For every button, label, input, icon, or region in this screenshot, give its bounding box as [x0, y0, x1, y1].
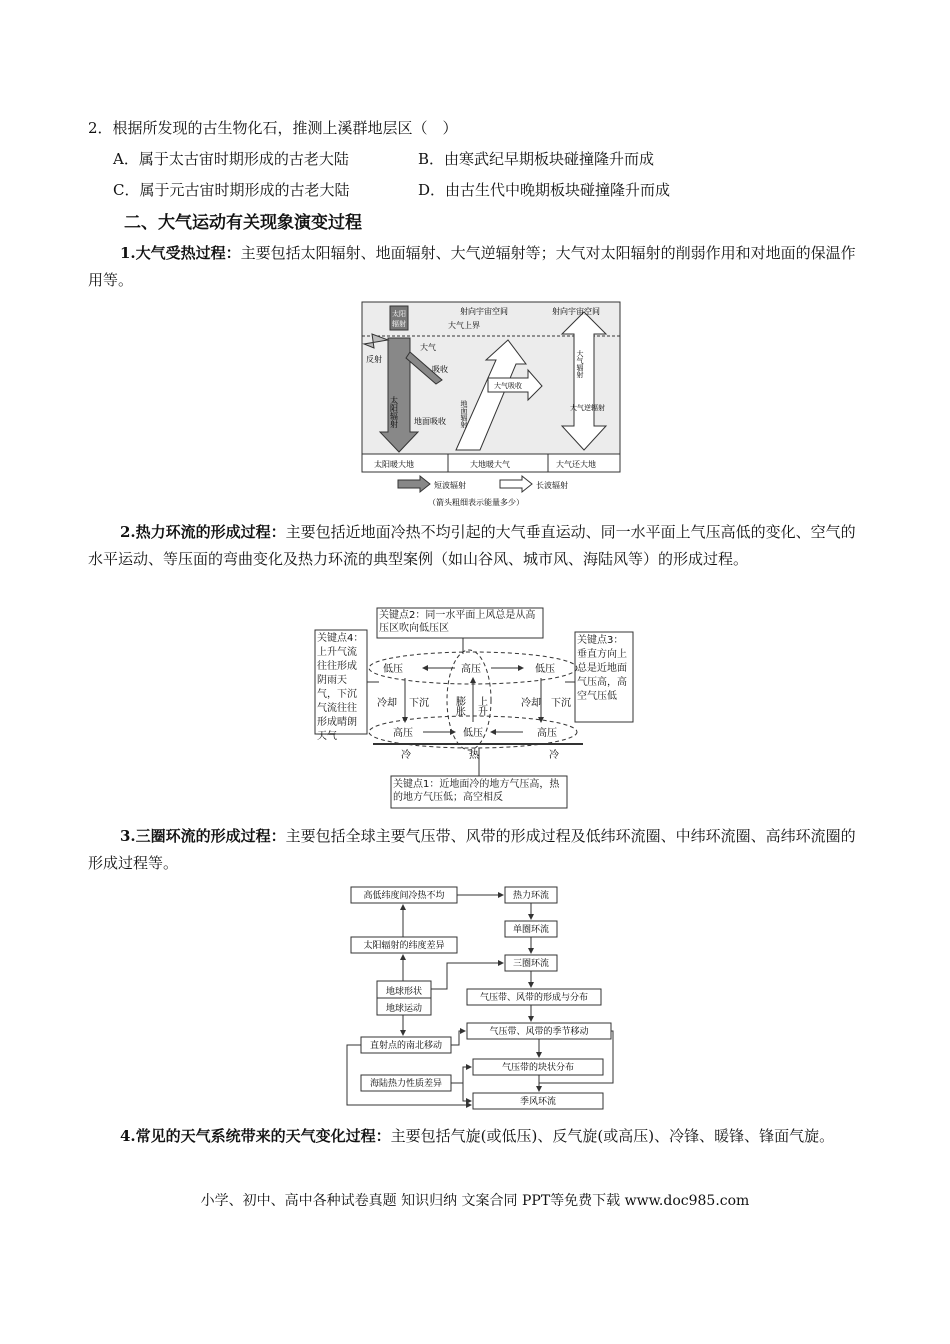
- fig1-legend-note: （箭头粗细表示能量多少）: [428, 498, 524, 507]
- fig1-counter-rad: 大气逆辐射: [570, 404, 605, 412]
- option-b: B．由寒武纪早期板块碰撞隆升而成: [418, 150, 655, 168]
- fig3-b9: 气压带、风带的季节移动: [489, 1027, 589, 1037]
- fig1-solar: 太阳辐射: [389, 396, 399, 428]
- paragraph-4: [88, 1123, 863, 1150]
- section-heading: 二、大气运动有关现象演变过程: [124, 213, 362, 233]
- fig2-low-l: 低压: [383, 664, 403, 675]
- paragraph-1-label: 1.大气受热过程：: [120, 244, 241, 262]
- fig1-top-right: 射向宇宙空间: [552, 307, 600, 316]
- option-a: A．属于太古宙时期形成的古老大陆: [113, 150, 349, 168]
- fig3-b13: 季风环流: [519, 1097, 557, 1107]
- fig2-cold-l: 冷: [401, 750, 411, 761]
- question-stem: 2．根据所发现的古生物化石，推测上溪群地层区（ ）: [88, 119, 458, 137]
- option-d: D．由古生代中晚期板块碰撞隆升而成: [418, 181, 671, 199]
- fig2-low-c: 低压: [463, 728, 483, 739]
- paragraph-3-text: 主要包括全球主要气压带、风带的形成过程及低纬环流圈、中纬环流圈、高纬环流圈的形成过程等。: [88, 827, 856, 872]
- three-cell-circulation-flowchart: [343, 883, 615, 1113]
- fig2-cool-l: 冷却: [377, 698, 397, 709]
- paragraph-1-text: 主要包括太阳辐射、地面辐射、大气逆辐射等；大气对太阳辐射的削弱作用和对地面的保温作用等。: [88, 244, 856, 289]
- fig3-b1: 高低纬度间冷热不均: [363, 891, 445, 901]
- fig1-atmos-rad: 大气辐射: [576, 350, 584, 378]
- fig1-atmos-top: 大气上界: [448, 321, 480, 330]
- option-c: C．属于元古宙时期形成的古老大陆: [113, 181, 350, 199]
- paragraph-3: [88, 823, 863, 877]
- fig2-high-l: 高压: [393, 728, 413, 739]
- fig2-key1: 关键点1：近地面冷的地方气压高，热的地方气压低；高空相反: [393, 779, 560, 803]
- page-footer: 小学、初中、高中各种试卷真题 知识归纳 文案合同 PPT等免费下载 www.doc985.com: [200, 1193, 750, 1209]
- fig3-b12: 海陆热力性质差异: [369, 1079, 443, 1089]
- fig1-legend-long: 长波辐射: [536, 481, 568, 490]
- fig1-absorb-b: 吸收: [432, 365, 448, 374]
- fig3-b6: 地球形状: [385, 987, 423, 997]
- fig1-stage1: 太阳暖大地: [374, 460, 414, 469]
- fig2-expand: 膨胀: [453, 696, 465, 716]
- fig1-sun-box2: 辐射: [392, 320, 406, 328]
- atmosphere-heating-diagram: [358, 300, 624, 512]
- fig1-legend-short: 短波辐射: [434, 481, 466, 490]
- fig2-cold-r: 冷: [549, 750, 559, 761]
- fig1-absorb-a: 大气: [420, 343, 436, 352]
- thermal-circulation-diagram: [313, 606, 637, 812]
- fig2-key3: 关键点3：垂直方向上总是近地面气压高，高空气压低: [577, 635, 627, 702]
- fig1-top-left: 射向宇宙空间: [460, 307, 508, 316]
- fig3-b2: 热力环流: [512, 891, 550, 901]
- fig1-sun-box: 太阳: [392, 310, 406, 318]
- fig3-b5: 三圈环流: [512, 959, 550, 969]
- paragraph-4-label: 4.常见的天气系统带来的天气变化过程：: [120, 1127, 391, 1145]
- fig2-hot: 热: [469, 750, 479, 761]
- fig2-sink-r: 下沉: [551, 698, 571, 709]
- fig2-sink-l: 下沉: [409, 698, 429, 709]
- fig2-high-c: 高压: [461, 664, 481, 675]
- paragraph-4-text: 主要包括气旋(或低压)、反气旋(或高压)、冷锋、暖锋、锋面气旋。: [390, 1127, 835, 1145]
- fig3-b8: 气压带、风带的形成与分布: [479, 993, 589, 1003]
- paragraph-2: [88, 519, 863, 573]
- fig3-b11: 气压带的块状分布: [501, 1063, 575, 1073]
- fig1-stage3: 大气还大地: [556, 460, 596, 469]
- fig2-rise: 上升: [475, 696, 487, 716]
- fig3-b7: 地球运动: [385, 1004, 423, 1014]
- paragraph-2-label: 2.热力环流的形成过程：: [120, 523, 286, 541]
- fig1-stage2: 大地暖大气: [470, 460, 510, 469]
- fig1-ground-rad: 地面辐射: [460, 400, 468, 428]
- fig2-cool-r: 冷却: [521, 698, 541, 709]
- fig2-key2: 关键点2：同一水平面上风总是从高压区吹向低压区: [379, 610, 536, 634]
- fig2-low-r: 低压: [535, 664, 555, 675]
- fig2-high-r: 高压: [537, 728, 557, 739]
- paragraph-3-label: 3.三圈环流的形成过程：: [120, 827, 286, 845]
- paragraph-1: [88, 240, 863, 294]
- fig3-b4: 太阳辐射的纬度差异: [363, 941, 445, 951]
- fig3-b3: 单圈环流: [512, 925, 550, 935]
- paragraph-2-text: 主要包括近地面冷热不均引起的大气垂直运动、同一水平面上气压高低的变化、空气的水平运动、等压面的弯曲变化及热力环流的典型案例（如山谷风、城市风、海陆风等）的形成过程。: [88, 523, 856, 568]
- fig3-b10: 直射点的南北移动: [369, 1041, 443, 1051]
- fig1-reflect: 反射: [366, 355, 382, 364]
- fig1-ground-absorb: 地面吸收: [414, 417, 446, 426]
- fig1-atmos-absorb: 大气吸收: [494, 382, 522, 390]
- fig2-key4: 关键点4：上升气流往往形成阴雨天气，下沉气流往往形成晴朗天气: [317, 633, 364, 742]
